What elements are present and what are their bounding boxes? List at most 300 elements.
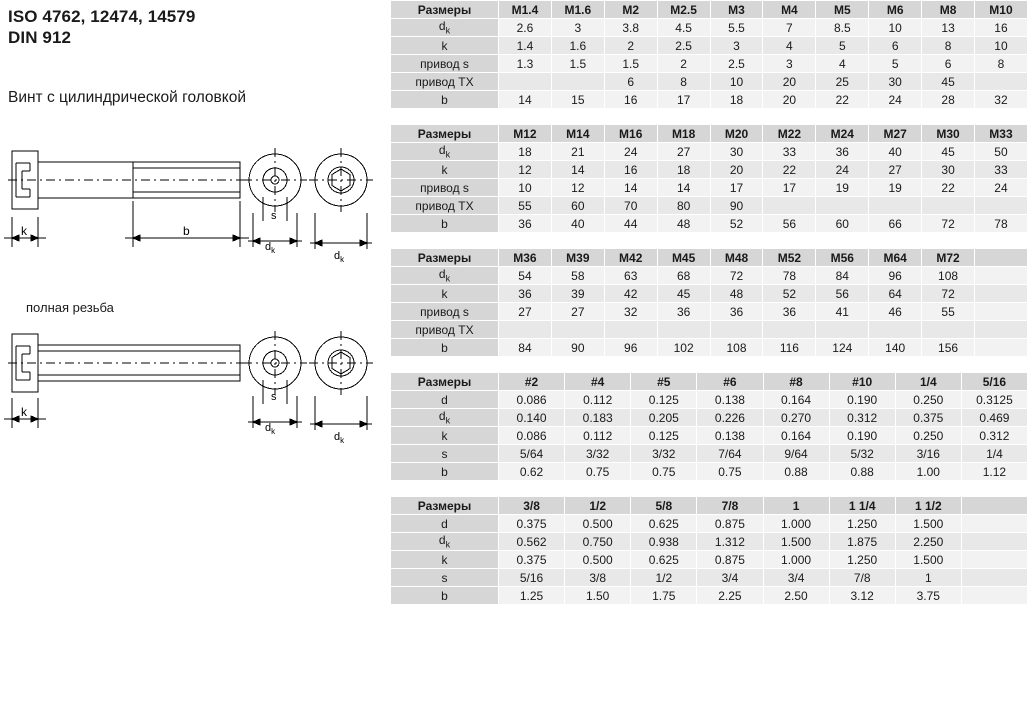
table-cell: [869, 321, 922, 339]
row-label-subscript: k: [445, 273, 451, 284]
table-cell: [816, 321, 869, 339]
table-cell: 96: [604, 339, 657, 357]
table-cell: 22: [922, 179, 975, 197]
table-cell: 5: [869, 55, 922, 73]
table-header-size: M45: [657, 249, 710, 267]
table-row: [391, 339, 1028, 357]
table-cell: 0.3125: [961, 391, 1027, 409]
left-column: [0, 0, 386, 703]
table-cell: 0.500: [565, 551, 631, 569]
table-cell: 0.625: [631, 551, 697, 569]
table-header-size: M30: [922, 125, 975, 143]
table-cell: 45: [922, 73, 975, 91]
table-cell: 3.12: [829, 587, 895, 605]
table-cell: [975, 339, 1028, 357]
table-cell: 20: [763, 73, 816, 91]
table-cell: 8: [922, 37, 975, 55]
dimension-table: [390, 496, 1028, 605]
table-cell: 7: [763, 19, 816, 37]
table-cell: 3/32: [631, 445, 697, 463]
table-header-size: [975, 249, 1028, 267]
table-cell: 1.00: [895, 463, 961, 481]
table-header-size: #4: [565, 373, 631, 391]
table-row: [391, 19, 1028, 37]
table-header-size: M42: [604, 249, 657, 267]
table-row: [391, 179, 1028, 197]
table-cell: 18: [710, 91, 763, 109]
table-cell: [551, 321, 604, 339]
table-header-size: 3/8: [499, 497, 565, 515]
table-row-label: [391, 19, 499, 37]
full-thread-label: полная резьба: [26, 300, 114, 315]
table-header-row: [391, 373, 1028, 391]
table-header-size: M33: [975, 125, 1028, 143]
table-cell: 0.62: [499, 463, 565, 481]
table-cell: [499, 321, 552, 339]
table-cell: 0.164: [763, 391, 829, 409]
table-cell: 41: [816, 303, 869, 321]
table-cell: [961, 515, 1027, 533]
table-cell: 40: [551, 215, 604, 233]
table-cell: [961, 551, 1027, 569]
table-cell: 33: [763, 143, 816, 161]
table-cell: 14: [604, 179, 657, 197]
table-cell: 8.5: [816, 19, 869, 37]
table-cell: 36: [763, 303, 816, 321]
dimension-tables: [390, 0, 1034, 620]
table-row-label: привод s: [391, 179, 499, 197]
table-cell: 5: [816, 37, 869, 55]
table-row-label: привод TX: [391, 197, 499, 215]
table-header-size: M72: [922, 249, 975, 267]
table-header-title: Размеры: [391, 125, 499, 143]
table-cell: 42: [604, 285, 657, 303]
drawing1-label-dk: $d_k$: [265, 241, 276, 255]
row-label-subscript: k: [445, 25, 451, 36]
table-header-size: M14: [551, 125, 604, 143]
table-row-label: привод s: [391, 55, 499, 73]
table-cell: 33: [975, 161, 1028, 179]
table-cell: [499, 73, 552, 91]
table-cell: 36: [657, 303, 710, 321]
table-cell: 108: [710, 339, 763, 357]
table-row: [391, 55, 1028, 73]
table-row-label: [391, 143, 499, 161]
table-cell: 0.625: [631, 515, 697, 533]
table-header-size: 1/4: [895, 373, 961, 391]
table-cell: 0.086: [499, 391, 565, 409]
table-cell: 0.938: [631, 533, 697, 551]
table-cell: 102: [657, 339, 710, 357]
table-row-label: b: [391, 339, 499, 357]
table-cell: 0.250: [895, 427, 961, 445]
table-cell: 17: [710, 179, 763, 197]
table-row-label: [391, 267, 499, 285]
table-header-size: M12: [499, 125, 552, 143]
table-cell: 24: [816, 161, 869, 179]
table-cell: 40: [869, 143, 922, 161]
table-row-label: k: [391, 285, 499, 303]
table-header-size: #8: [763, 373, 829, 391]
table-header-size: M22: [763, 125, 816, 143]
table-header-size: M4: [763, 1, 816, 19]
table-cell: 15: [551, 91, 604, 109]
table-cell: 24: [869, 91, 922, 109]
table-cell: 0.112: [565, 427, 631, 445]
table-cell: 1.25: [499, 587, 565, 605]
table-header-size: M5: [816, 1, 869, 19]
dimension-table: [390, 372, 1028, 481]
row-label-subscript: k: [445, 539, 451, 550]
table-cell: 116: [763, 339, 816, 357]
table-cell: 1.250: [829, 515, 895, 533]
table-row: [391, 463, 1028, 481]
table-cell: [763, 321, 816, 339]
table-cell: 45: [922, 143, 975, 161]
table-row-label: k: [391, 427, 499, 445]
table-cell: 3: [763, 55, 816, 73]
table-cell: 68: [657, 267, 710, 285]
row-label-base: d: [438, 533, 446, 548]
table-header-size: 1 1/4: [829, 497, 895, 515]
table-cell: 21: [551, 143, 604, 161]
table-cell: 12: [551, 179, 604, 197]
table-row: [391, 215, 1028, 233]
table-cell: 48: [657, 215, 710, 233]
table-cell: 45: [657, 285, 710, 303]
table-cell: 0.875: [697, 551, 763, 569]
table-header-row: [391, 1, 1028, 19]
table-row: [391, 267, 1028, 285]
table-cell: 1.500: [895, 515, 961, 533]
table-row-label: [391, 409, 499, 427]
table-cell: 80: [657, 197, 710, 215]
table-cell: 16: [604, 161, 657, 179]
drawing-partial-thread: [0, 135, 386, 275]
table-header-size: M6: [869, 1, 922, 19]
table-row-label: k: [391, 161, 499, 179]
table-cell: 2.5: [710, 55, 763, 73]
table-cell: 17: [763, 179, 816, 197]
table-row: [391, 551, 1028, 569]
drawing1-label-k: k: [21, 224, 27, 238]
table-cell: 96: [869, 267, 922, 285]
table-cell: [763, 197, 816, 215]
table-cell: 1.500: [763, 533, 829, 551]
table-cell: [975, 197, 1028, 215]
table-cell: 0.375: [895, 409, 961, 427]
table-header-title: Размеры: [391, 249, 499, 267]
table-cell: 0.375: [499, 515, 565, 533]
table-cell: [869, 197, 922, 215]
dimension-table: [390, 248, 1028, 357]
table-row-label: k: [391, 37, 499, 55]
table-cell: 72: [710, 267, 763, 285]
table-row-label: b: [391, 91, 499, 109]
table-header-row: [391, 497, 1028, 515]
table-cell: 3/4: [763, 569, 829, 587]
table-header-size: M3: [710, 1, 763, 19]
row-label-base: d: [438, 267, 446, 282]
table-row-label: d: [391, 391, 499, 409]
table-cell: 0.375: [499, 551, 565, 569]
table-cell: 1/2: [631, 569, 697, 587]
table-header-size: M2.5: [657, 1, 710, 19]
table-cell: 2.5: [657, 37, 710, 55]
table-cell: 2.6: [499, 19, 552, 37]
table-cell: 2.50: [763, 587, 829, 605]
table-cell: 1.6: [551, 37, 604, 55]
row-label-subscript: k: [445, 149, 451, 160]
table-cell: 0.190: [829, 391, 895, 409]
table-cell: 2: [604, 37, 657, 55]
table-cell: 56: [816, 285, 869, 303]
table-cell: 1.4: [499, 37, 552, 55]
table-cell: 3/4: [697, 569, 763, 587]
table-cell: 1: [895, 569, 961, 587]
table-header-size: 5/8: [631, 497, 697, 515]
table-header-size: M24: [816, 125, 869, 143]
table-cell: 1.875: [829, 533, 895, 551]
table-cell: 0.562: [499, 533, 565, 551]
table-header-size: M16: [604, 125, 657, 143]
table-cell: [975, 73, 1028, 91]
table-row: [391, 409, 1028, 427]
drawing2-label-dk: $d_k$: [265, 422, 276, 436]
page-subtitle: Винт с цилиндрической головкой: [8, 89, 247, 106]
table-row-label: привод TX: [391, 321, 499, 339]
table-cell: 9/64: [763, 445, 829, 463]
table-cell: 0.75: [697, 463, 763, 481]
table-cell: 0.75: [631, 463, 697, 481]
table-cell: 0.086: [499, 427, 565, 445]
drawing2-label-s: s: [271, 391, 277, 403]
table-cell: 27: [551, 303, 604, 321]
table-header-size: M52: [763, 249, 816, 267]
table-row: [391, 391, 1028, 409]
table-row: [391, 91, 1028, 109]
table-cell: 5/16: [499, 569, 565, 587]
table-cell: 56: [763, 215, 816, 233]
table-cell: 0.469: [961, 409, 1027, 427]
table-header-size: M20: [710, 125, 763, 143]
table-header-size: M2: [604, 1, 657, 19]
table-header-row: [391, 249, 1028, 267]
table-cell: 63: [604, 267, 657, 285]
table-cell: 0.875: [697, 515, 763, 533]
drawing1-label-s: s: [271, 210, 277, 222]
table-header-size: M64: [869, 249, 922, 267]
table-cell: 36: [499, 285, 552, 303]
row-label-subscript: k: [445, 415, 451, 426]
dimension-table: [390, 124, 1028, 233]
table-row: [391, 197, 1028, 215]
table-header-title: Размеры: [391, 373, 499, 391]
table-row: [391, 515, 1028, 533]
table-cell: 1.000: [763, 515, 829, 533]
table-cell: 70: [604, 197, 657, 215]
table-cell: [975, 321, 1028, 339]
table-cell: 17: [657, 91, 710, 109]
table-cell: [657, 321, 710, 339]
table-row-label: b: [391, 215, 499, 233]
table-cell: 140: [869, 339, 922, 357]
table-cell: 72: [922, 285, 975, 303]
table-cell: 0.205: [631, 409, 697, 427]
table-cell: 27: [657, 143, 710, 161]
table-cell: 14: [551, 161, 604, 179]
table-row: [391, 303, 1028, 321]
table-cell: 50: [975, 143, 1028, 161]
table-cell: 18: [499, 143, 552, 161]
dimension-table: [390, 0, 1028, 109]
table-cell: 0.270: [763, 409, 829, 427]
table-cell: 32: [975, 91, 1028, 109]
table-cell: 8: [657, 73, 710, 91]
table-cell: 20: [763, 91, 816, 109]
table-cell: 24: [975, 179, 1028, 197]
table-cell: 0.312: [961, 427, 1027, 445]
drawing1-label-b: b: [183, 224, 190, 238]
table-cell: 32: [604, 303, 657, 321]
table-cell: 6: [604, 73, 657, 91]
page-title: [8, 6, 195, 48]
table-cell: 1.75: [631, 587, 697, 605]
table-header-size: M56: [816, 249, 869, 267]
table-cell: 60: [816, 215, 869, 233]
table-header-size: 1 1/2: [895, 497, 961, 515]
table-header-title: Размеры: [391, 497, 499, 515]
table-cell: 2: [657, 55, 710, 73]
table-cell: 3/8: [565, 569, 631, 587]
table-row-label: [391, 533, 499, 551]
table-cell: 90: [551, 339, 604, 357]
table-cell: 3.75: [895, 587, 961, 605]
table-cell: 12: [499, 161, 552, 179]
table-cell: 48: [710, 285, 763, 303]
table-cell: 0.183: [565, 409, 631, 427]
table-cell: 84: [499, 339, 552, 357]
table-cell: 1/4: [961, 445, 1027, 463]
table-cell: 0.312: [829, 409, 895, 427]
table-cell: 2.25: [697, 587, 763, 605]
table-row-label: s: [391, 445, 499, 463]
table-cell: 7/64: [697, 445, 763, 463]
table-cell: 30: [922, 161, 975, 179]
table-cell: 0.112: [565, 391, 631, 409]
table-cell: [975, 303, 1028, 321]
table-cell: 30: [869, 73, 922, 91]
table-row: [391, 569, 1028, 587]
title-line-2: DIN 912: [8, 28, 72, 47]
table-row-label: d: [391, 515, 499, 533]
table-cell: 8: [975, 55, 1028, 73]
table-cell: 14: [499, 91, 552, 109]
table-cell: 0.164: [763, 427, 829, 445]
table-row-label: привод s: [391, 303, 499, 321]
table-cell: [975, 285, 1028, 303]
table-header-size: M36: [499, 249, 552, 267]
drawing-full-thread-svg: [0, 318, 386, 453]
table-header-size: 7/8: [697, 497, 763, 515]
table-row: [391, 587, 1028, 605]
table-cell: 124: [816, 339, 869, 357]
table-row-label: b: [391, 463, 499, 481]
row-label-base: d: [438, 409, 446, 424]
table-cell: 3: [710, 37, 763, 55]
table-header-size: M10: [975, 1, 1028, 19]
table-cell: 0.750: [565, 533, 631, 551]
table-cell: 6: [922, 55, 975, 73]
table-cell: 16: [975, 19, 1028, 37]
table-header-size: M48: [710, 249, 763, 267]
table-row-label: s: [391, 569, 499, 587]
table-cell: 19: [816, 179, 869, 197]
table-cell: [961, 587, 1027, 605]
table-cell: 14: [657, 179, 710, 197]
table-header-size: M39: [551, 249, 604, 267]
table-header-size: #10: [829, 373, 895, 391]
table-cell: 3.8: [604, 19, 657, 37]
table-cell: 58: [551, 267, 604, 285]
table-cell: 28: [922, 91, 975, 109]
table-cell: 25: [816, 73, 869, 91]
table-row: [391, 321, 1028, 339]
table-cell: 78: [975, 215, 1028, 233]
table-header-size: #6: [697, 373, 763, 391]
table-row-label: k: [391, 551, 499, 569]
table-header-size: M1.6: [551, 1, 604, 19]
table-cell: 84: [816, 267, 869, 285]
table-cell: 13: [922, 19, 975, 37]
table-cell: 4: [763, 37, 816, 55]
table-cell: [975, 267, 1028, 285]
table-cell: 4.5: [657, 19, 710, 37]
table-cell: 10: [975, 37, 1028, 55]
table-cell: 46: [869, 303, 922, 321]
drawing2-label-dk2: $d_k$: [334, 431, 345, 445]
table-cell: 0.88: [829, 463, 895, 481]
table-row: [391, 285, 1028, 303]
table-cell: 0.190: [829, 427, 895, 445]
table-header-size: #2: [499, 373, 565, 391]
drawing1-label-dk2: $d_k$: [334, 250, 345, 264]
table-cell: 36: [816, 143, 869, 161]
table-cell: 1.500: [895, 551, 961, 569]
table-cell: [710, 321, 763, 339]
table-cell: 24: [604, 143, 657, 161]
table-header-size: M18: [657, 125, 710, 143]
table-cell: 0.500: [565, 515, 631, 533]
table-cell: 4: [816, 55, 869, 73]
table-row: [391, 161, 1028, 179]
table-cell: 0.75: [565, 463, 631, 481]
table-cell: 1.12: [961, 463, 1027, 481]
table-cell: 52: [763, 285, 816, 303]
table-row: [391, 143, 1028, 161]
table-row-label: b: [391, 587, 499, 605]
table-cell: 5.5: [710, 19, 763, 37]
table-cell: 156: [922, 339, 975, 357]
table-cell: 39: [551, 285, 604, 303]
table-header-size: M27: [869, 125, 922, 143]
table-cell: 64: [869, 285, 922, 303]
table-cell: 0.125: [631, 427, 697, 445]
table-cell: 44: [604, 215, 657, 233]
table-cell: 1.5: [604, 55, 657, 73]
table-cell: 3/16: [895, 445, 961, 463]
table-cell: 1.250: [829, 551, 895, 569]
